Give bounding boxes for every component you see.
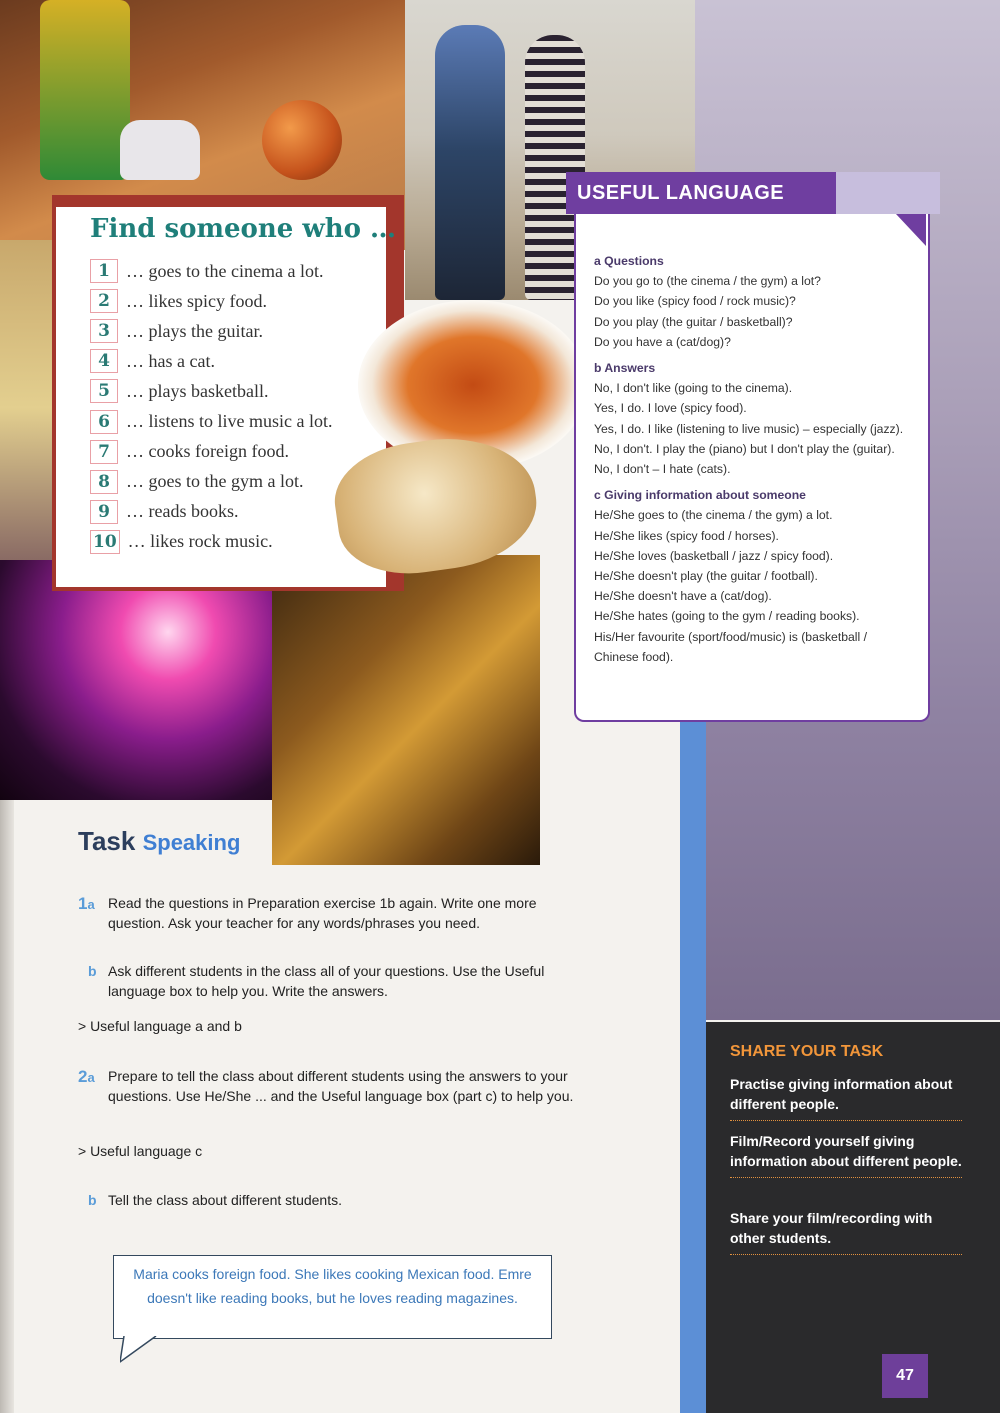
item-text: … plays basketball. xyxy=(126,380,269,401)
useful-language-line: Do you go to (the cinema / the gym) a lot? xyxy=(594,274,821,289)
useful-language-line: Do you have a (cat/dog)? xyxy=(594,334,731,349)
useful-language-line: No, I don't like (going to the cinema). xyxy=(594,381,793,396)
item-text: … reads books. xyxy=(126,501,239,522)
find-someone-item xyxy=(90,346,332,376)
find-someone-list xyxy=(90,256,332,557)
item-text: … likes rock music. xyxy=(127,531,273,552)
item-number: 7 xyxy=(90,440,118,464)
exercise-number: 2a xyxy=(78,1067,95,1086)
find-someone-item xyxy=(90,376,332,406)
speech-bubble-text: Maria cooks foreign food. She likes cooking Mexican food. Emre doesn't like reading books, but he loves reading magazines. xyxy=(133,1266,532,1306)
item-number: 4 xyxy=(90,349,118,373)
item-number: 2 xyxy=(90,289,118,313)
useful-language-line: His/Her favourite (sport/food/music) is (basketball / Chinese food). xyxy=(594,629,867,664)
useful-language-line: He/She doesn't play (the guitar / football). xyxy=(594,569,818,584)
find-someone-item xyxy=(90,527,332,557)
item-number: 8 xyxy=(90,470,118,494)
page-gutter xyxy=(0,800,14,1413)
useful-language-reference: > Useful language c xyxy=(78,1143,203,1159)
exercise-2b xyxy=(88,1191,578,1211)
useful-language-line: He/She doesn't have a (cat/dog). xyxy=(594,589,772,604)
useful-language-line: Yes, I do. I like (listening to live music) – especially (jazz). xyxy=(594,421,904,436)
item-text: … likes spicy food. xyxy=(126,290,267,311)
man-figure xyxy=(435,25,505,300)
basketball xyxy=(262,100,342,180)
blue-strip xyxy=(680,700,706,1413)
find-someone-item xyxy=(90,316,332,346)
item-text: … goes to the gym a lot. xyxy=(126,471,304,492)
useful-language-line: He/She likes (spicy food / horses). xyxy=(594,528,779,543)
find-someone-item xyxy=(90,406,332,436)
useful-language-reference: > Useful language a and b xyxy=(78,1018,242,1034)
task-heading-main: Task xyxy=(78,826,136,856)
item-number: 3 xyxy=(90,319,118,343)
concert-photo xyxy=(0,560,280,800)
item-text: … goes to the cinema a lot. xyxy=(126,260,324,281)
useful-language-header-band xyxy=(836,172,940,214)
useful-language-section-title: b Answers xyxy=(594,361,656,376)
exercise-text: Tell the class about different students. xyxy=(108,1192,342,1208)
useful-language-line: Do you like (spicy food / rock music)? xyxy=(594,294,796,309)
exercise-text: Ask different students in the class all of your questions. Use the Useful language box to help you. Write the answers. xyxy=(108,963,545,999)
useful-language-section-title: c Giving information about someone xyxy=(594,488,806,503)
find-someone-item xyxy=(90,467,332,497)
useful-language-line: He/She loves (basketball / jazz / spicy food). xyxy=(594,548,834,563)
useful-language-line: He/She hates (going to the gym / reading books). xyxy=(594,609,860,624)
exercise-text: Prepare to tell the class about different students using the answers to your questions. Use He/She ... and the Useful language box (part c) to help you. xyxy=(108,1068,574,1104)
item-number: 1 xyxy=(90,259,118,283)
exercise-2a xyxy=(78,1067,578,1106)
useful-language-section-title: a Questions xyxy=(594,254,664,268)
sneaker xyxy=(120,120,200,180)
exercise-letter: b xyxy=(88,963,97,979)
exercise-letter: b xyxy=(88,1192,97,1208)
item-number: 5 xyxy=(90,379,118,403)
find-someone-item xyxy=(90,437,332,467)
share-item: Practise giving information about different people. xyxy=(730,1075,962,1121)
find-someone-item xyxy=(90,256,332,286)
item-text: … plays the guitar. xyxy=(126,320,263,341)
item-number: 10 xyxy=(90,530,120,554)
useful-language-line: Yes, I do. I love (spicy food). xyxy=(594,401,747,416)
page-number: 47 xyxy=(882,1354,928,1398)
saxophone-photo xyxy=(272,555,540,865)
corner-triangle xyxy=(896,214,926,246)
useful-language-line: No, I don't – I hate (cats). xyxy=(594,462,731,477)
player-leg xyxy=(40,0,130,180)
speech-bubble-tail xyxy=(120,1336,160,1364)
exercise-number: 1a xyxy=(78,894,95,913)
task-heading xyxy=(78,826,240,857)
exercise-1a xyxy=(78,894,578,933)
find-someone-item xyxy=(90,497,332,527)
item-text: … has a cat. xyxy=(126,350,215,371)
useful-language-line: He/She goes to (the cinema / the gym) a lot. xyxy=(594,508,833,523)
find-someone-title: Find someone who … xyxy=(90,214,397,244)
item-number: 9 xyxy=(90,500,118,524)
share-item: Film/Record yourself giving information about different people. xyxy=(730,1132,962,1178)
item-text: … cooks foreign food. xyxy=(126,441,289,462)
exercise-text: Read the questions in Preparation exercise 1b again. Write one more question. Ask your teacher for any words/phrases you need. xyxy=(108,895,537,931)
useful-language-line: No, I don't. I play the (piano) but I don't play the (guitar). xyxy=(594,441,895,456)
task-heading-sub: Speaking xyxy=(142,830,241,855)
share-item: Share your film/recording with other students. xyxy=(730,1209,962,1255)
useful-language-title: USEFUL LANGUAGE xyxy=(577,182,785,204)
find-someone-item xyxy=(90,286,332,316)
item-text: … listens to live music a lot. xyxy=(126,411,333,432)
useful-language-content xyxy=(594,245,914,667)
share-your-task-title: SHARE YOUR TASK xyxy=(730,1043,884,1060)
item-number: 6 xyxy=(90,410,118,434)
useful-language-line: Do you play (the guitar / basketball)? xyxy=(594,314,793,329)
exercise-1b xyxy=(88,962,578,1001)
